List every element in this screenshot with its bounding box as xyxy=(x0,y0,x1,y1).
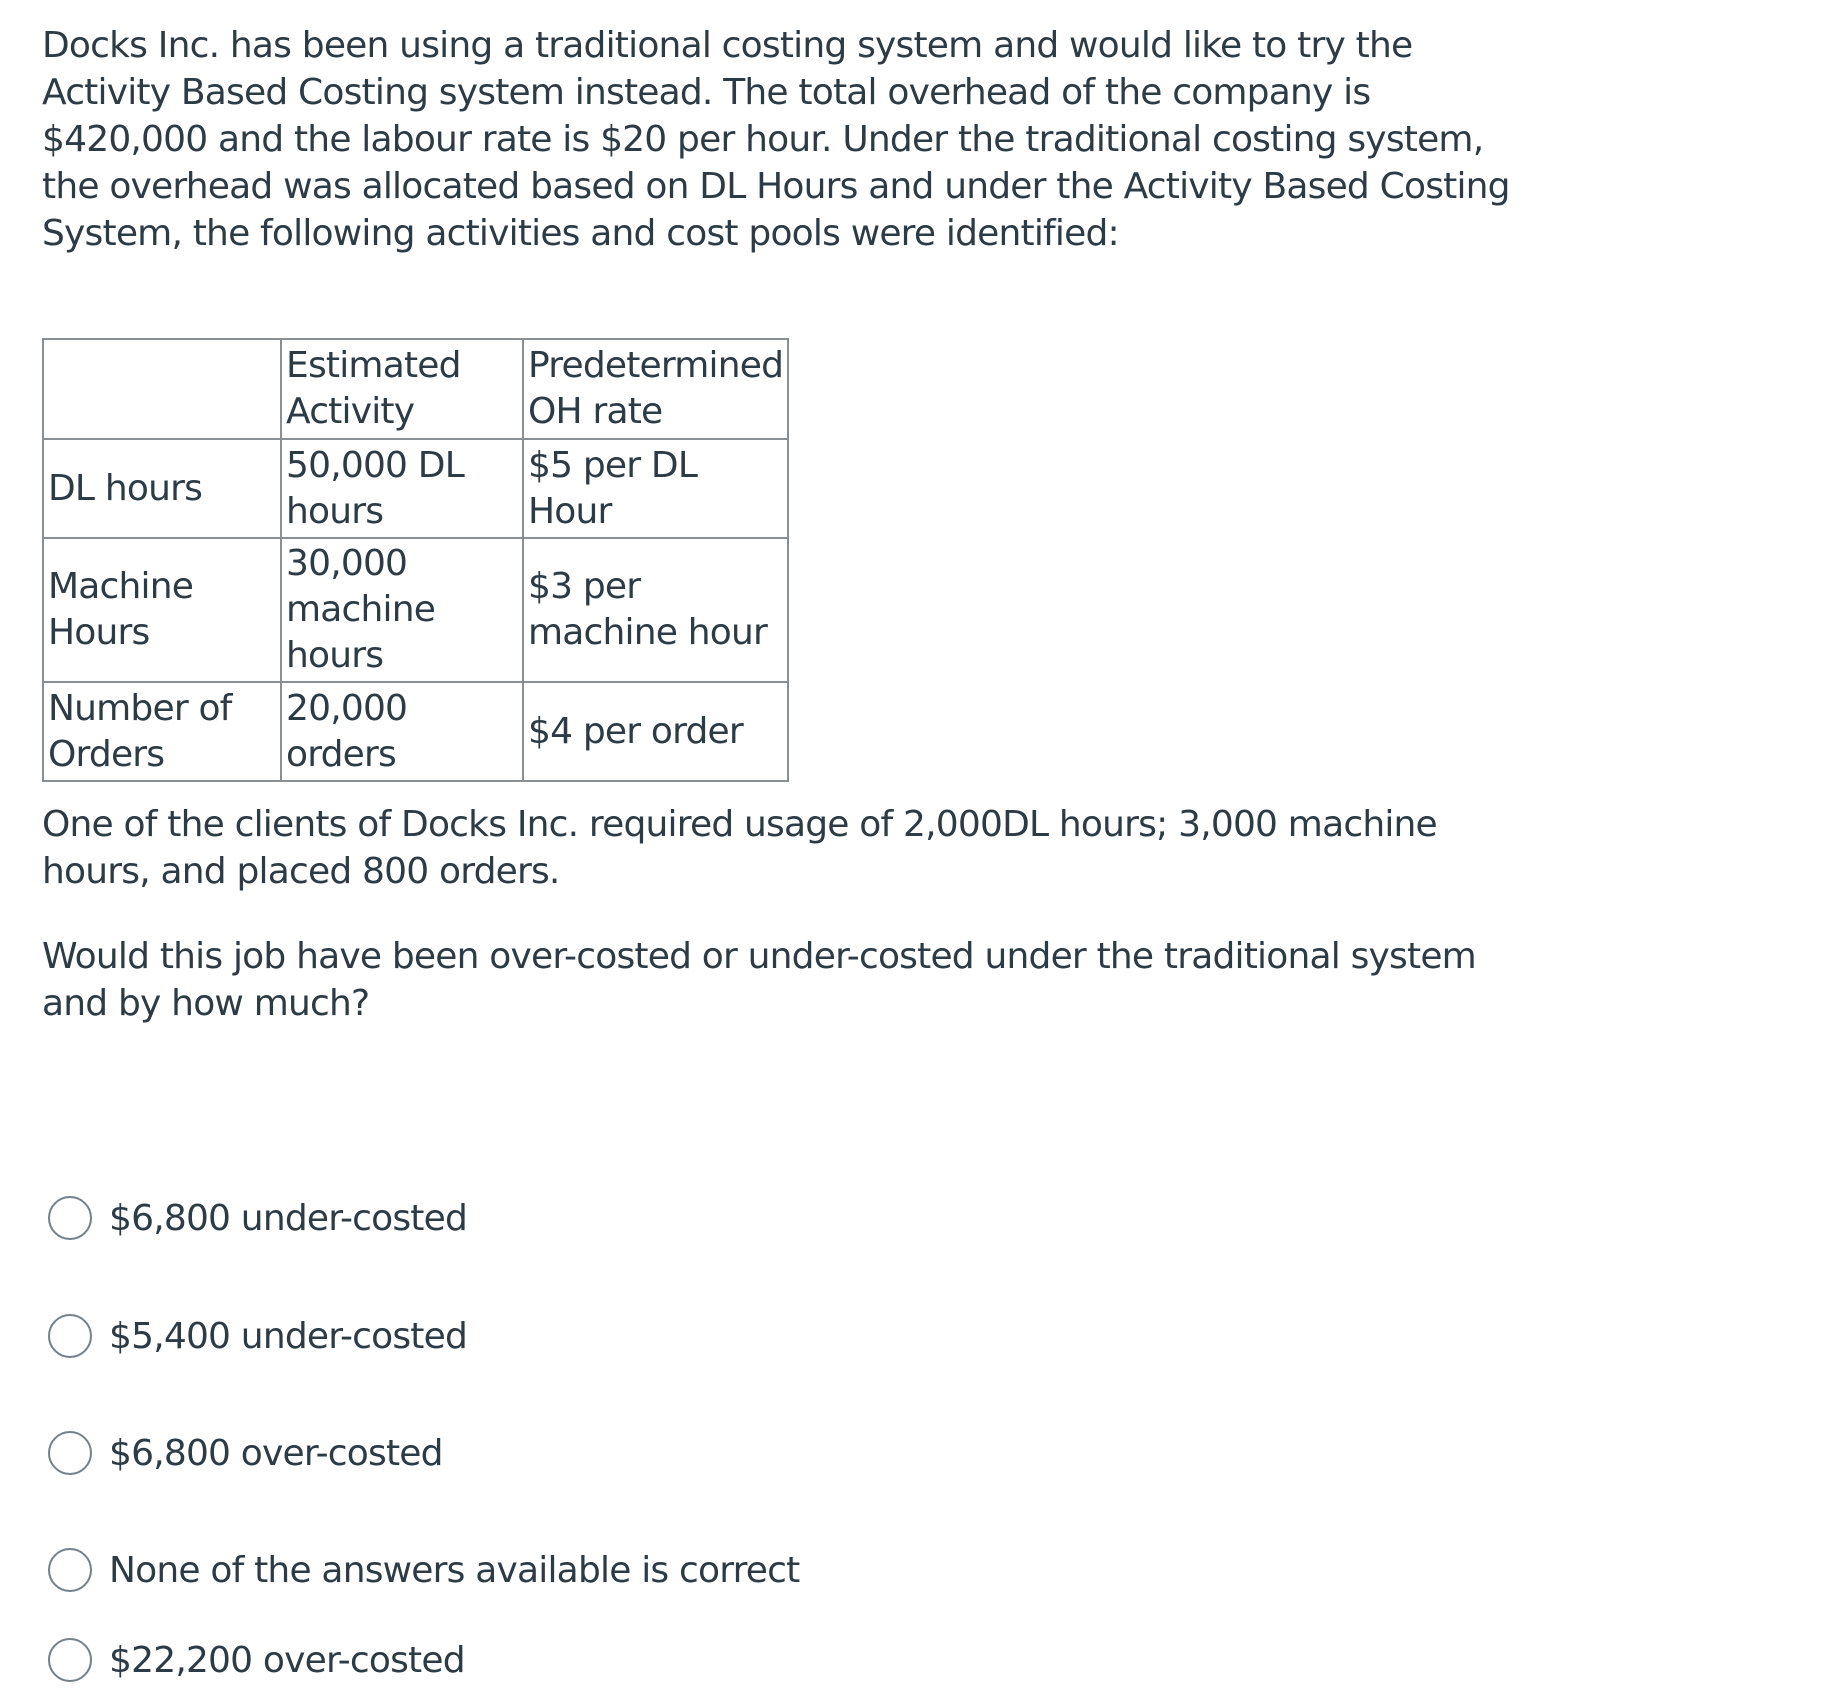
radio-button-icon[interactable] xyxy=(48,1431,92,1475)
table-cell-driver: Machine Hours xyxy=(43,538,281,682)
table-row xyxy=(43,439,788,538)
question-prompt-text: Would this job have been over-costed or under-costed under the traditional system and by how much? xyxy=(42,936,1476,1024)
answer-option[interactable] xyxy=(48,1545,799,1595)
answer-option-label[interactable]: $6,800 under-costed xyxy=(109,1197,468,1239)
answer-option[interactable] xyxy=(48,1311,467,1361)
table-cell-rate: $4 per order xyxy=(523,682,788,781)
answer-option-label[interactable]: None of the answers available is correct xyxy=(109,1549,800,1591)
table-header-row xyxy=(43,339,788,439)
radio-button-icon[interactable] xyxy=(48,1196,92,1240)
client-usage-text: One of the clients of Docks Inc. required usage of 2,000DL hours; 3,000 machine hours, and placed 800 orders. xyxy=(42,804,1437,892)
table-row xyxy=(43,538,788,682)
question-intro-text: Docks Inc. has been using a traditional costing system and would like to try the Activity Based Costing system instead. The total overhead of the company is $420,000 and the labour rate is $20 per hour. Under the traditional costing system, the overhead was allocated based on DL Hours and under the Activity Based Costing System, the following activities and cost pools were identified: xyxy=(42,25,1510,254)
answer-option[interactable] xyxy=(48,1193,467,1243)
table-header-cell-estimated-activity: Estimated Activity xyxy=(281,339,523,439)
table-header-cell-empty xyxy=(43,339,281,439)
table-cell-activity: 30,000 machine hours xyxy=(281,538,523,682)
table-cell-rate: $3 per machine hour xyxy=(523,538,788,682)
answer-option-label[interactable]: $6,800 over-costed xyxy=(109,1432,443,1474)
radio-button-icon[interactable] xyxy=(48,1314,92,1358)
answer-option[interactable] xyxy=(48,1428,443,1478)
answer-option-label[interactable]: $5,400 under-costed xyxy=(109,1315,468,1357)
radio-button-icon[interactable] xyxy=(48,1638,92,1682)
answer-option[interactable] xyxy=(48,1635,465,1685)
table-cell-driver: DL hours xyxy=(43,439,281,538)
table-cell-activity: 20,000 orders xyxy=(281,682,523,781)
table-header-cell-predetermined-rate: Predetermined OH rate xyxy=(523,339,788,439)
radio-button-icon[interactable] xyxy=(48,1548,92,1592)
answer-option-label[interactable]: $22,200 over-costed xyxy=(109,1639,465,1681)
table-cell-rate: $5 per DL Hour xyxy=(523,439,788,538)
table-cell-driver: Number of Orders xyxy=(43,682,281,781)
activity-cost-pool-table xyxy=(42,338,789,782)
table-row xyxy=(43,682,788,781)
table-cell-activity: 50,000 DL hours xyxy=(281,439,523,538)
